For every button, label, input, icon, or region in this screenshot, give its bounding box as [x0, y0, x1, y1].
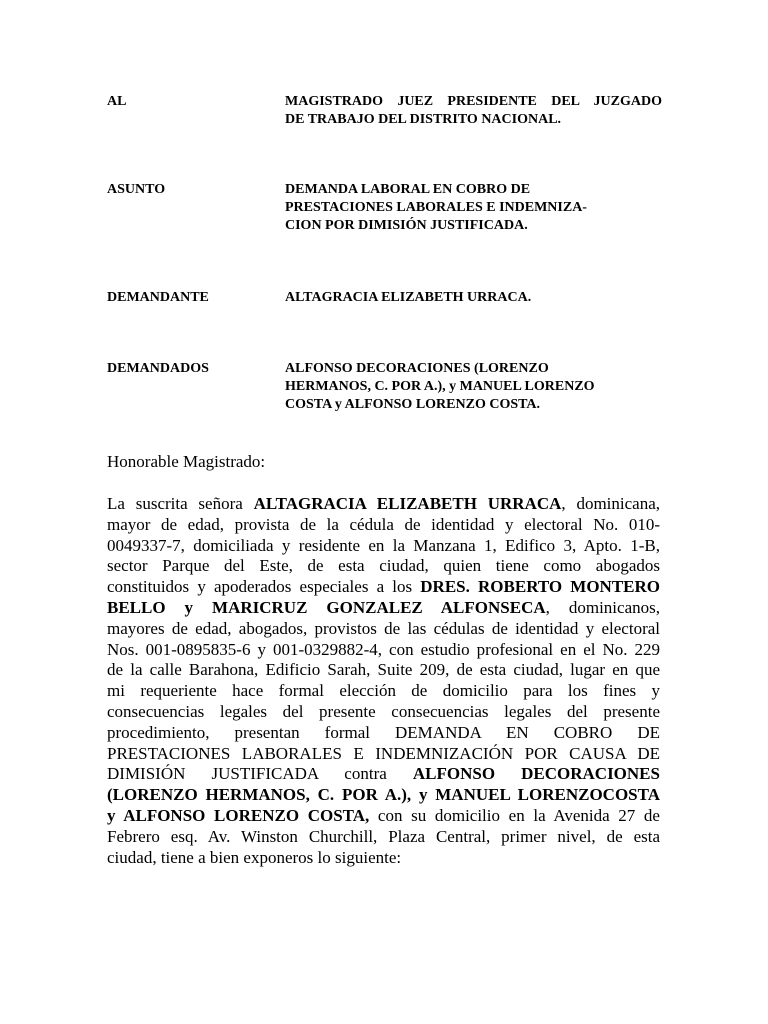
- header-value-line: DEMANDA LABORAL EN COBRO DE: [285, 182, 531, 197]
- body-paragraph: [107, 494, 660, 868]
- line-text: La suscrita señora: [107, 494, 254, 513]
- paragraph-line: sector Parque del Este, de esta ciudad, quien tiene como abogados: [107, 556, 660, 576]
- paragraph-line: [107, 785, 660, 806]
- paragraph-line: [107, 598, 660, 619]
- header-value-line: ALTAGRACIA ELIZABETH URRACA.: [285, 290, 532, 305]
- line-text: , dominicanos,: [545, 597, 660, 617]
- line-text: con su domicilio en la Avenida 27 de: [369, 805, 660, 825]
- paragraph-line: 0049337-7, domiciliada y residente en la Manzana 1, Edifico 3, Apto. 1-B,: [107, 535, 660, 555]
- header-value-line: ALFONSO DECORACIONES (LORENZO: [285, 361, 549, 376]
- lawyers-names: BELLO y MARICRUZ GONZALEZ ALFONSECA: [107, 597, 546, 617]
- paragraph-line: Febrero esq. Av. Winston Churchill, Plaza Central, primer nivel, de esta: [107, 826, 660, 846]
- line-text: constituidos y apoderados especiales a los: [107, 577, 421, 597]
- paragraph-line: mayores de edad, abogados, provistos de las cédulas de identidad y electoral: [107, 618, 660, 638]
- lawyers-names: DRES. ROBERTO MONTERO: [420, 577, 660, 597]
- paragraph-line: consecuencias legales del presente consecuencias legales del presente: [107, 701, 660, 721]
- header-value-line: MAGISTRADO JUEZ PRESIDENTE DEL JUZGADO: [285, 94, 662, 109]
- line-text: , dominicana,: [561, 494, 660, 513]
- claimant-name: ALTAGRACIA ELIZABETH URRACA: [253, 494, 562, 513]
- paragraph-line: Nos. 001-0895835-6 y 001-0329882-4, con estudio profesional en el No. 229: [107, 639, 660, 659]
- salutation: Honorable Magistrado:: [107, 452, 266, 471]
- paragraph-line: [107, 764, 660, 785]
- defendant-name: (LORENZO HERMANOS, C. POR A.), y MANUEL LORENZOCOSTA: [107, 785, 660, 805]
- header-label-asunto: ASUNTO: [107, 182, 166, 197]
- header-value-line: COSTA y ALFONSO LORENZO COSTA.: [285, 397, 541, 412]
- paragraph-line: PRESTACIONES LABORALES E INDEMNIZACIÓN POR CAUSA DE: [107, 743, 660, 763]
- header-value-line: HERMANOS, C. POR A.), y MANUEL LORENZO: [285, 379, 595, 394]
- header-value-al: [285, 93, 662, 129]
- paragraph-line: [107, 577, 660, 598]
- paragraph-line: ciudad, tiene a bien exponeros lo siguiente:: [107, 847, 402, 867]
- paragraph-line: [107, 494, 660, 515]
- line-text: DIMISIÓN JUSTIFICADA contra: [107, 764, 413, 784]
- header-label-al: AL: [107, 94, 127, 109]
- paragraph-line: [107, 806, 660, 827]
- paragraph-line: mi requeriente hace formal elección de domicilio para los fines y: [107, 681, 660, 701]
- header-label-demandante: DEMANDANTE: [107, 290, 209, 305]
- paragraph-line: de la calle Barahona, Edificio Sarah, Suite 209, de esta ciudad, lugar en que: [107, 660, 660, 680]
- defendant-name: y ALFONSO LORENZO COSTA,: [107, 805, 370, 825]
- header-value-line: PRESTACIONES LABORALES E INDEMNIZA-: [285, 200, 587, 215]
- header-value-line: CION POR DIMISIÓN JUSTIFICADA.: [285, 218, 528, 233]
- header-value-asunto: [285, 181, 662, 235]
- header-value-demandante: [285, 289, 662, 307]
- header-label-demandados: DEMANDADOS: [107, 361, 209, 376]
- header-value-demandados: [285, 360, 662, 414]
- defendant-name: ALFONSO DECORACIONES: [412, 764, 660, 784]
- header-value-line: DE TRABAJO DEL DISTRITO NACIONAL.: [285, 112, 562, 127]
- paragraph-line: procedimiento, presentan formal DEMANDA EN COBRO DE: [107, 722, 660, 742]
- paragraph-line: mayor de edad, provista de la cédula de identidad y electoral No. 010-: [107, 514, 660, 534]
